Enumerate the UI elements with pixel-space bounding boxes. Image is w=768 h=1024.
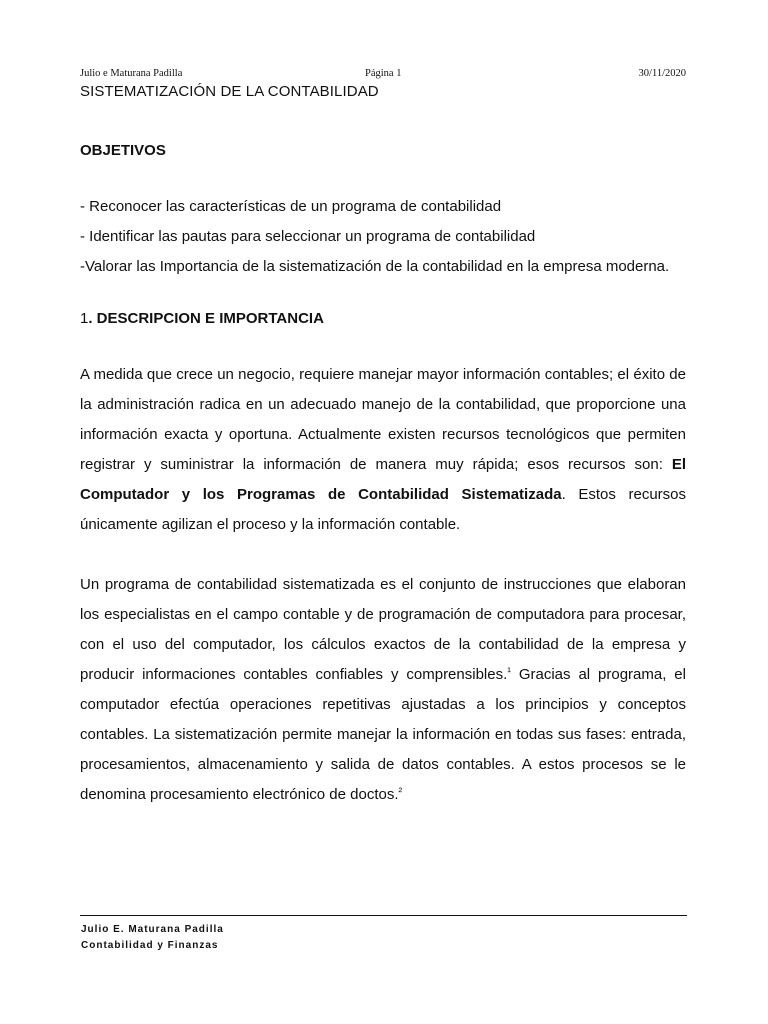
objectives-heading: OBJETIVOS (80, 142, 166, 159)
header-author: Julio e Maturana Padilla (80, 68, 183, 79)
section-title: . DESCRIPCION E IMPORTANCIA (88, 310, 324, 327)
paragraph-bold-text: El Computador y los Programas de Contabilidad Sistematizada (80, 456, 686, 503)
section-heading (80, 309, 686, 329)
objective-item: - Reconocer las características de un programa de contabilidad (80, 198, 502, 215)
paragraph-text: Un programa de contabilidad sistematizada es el conjunto de instrucciones que elaboran los especialistas en el campo contable y de programación de computadora para procesar, con el uso del computador, los cálculos exactos de la contabilidad de la empresa y producir informaciones contables confiables y comprensibles. (80, 576, 686, 683)
document-title: SISTEMATIZACIÓN DE LA CONTABILIDAD (80, 83, 379, 100)
footer-author: Julio E. Maturana Padilla (81, 924, 224, 935)
footnote-marker: ² (398, 786, 403, 798)
section-number: 1 (80, 310, 89, 327)
objective-item: - Identificar las pautas para seleccionar un programa de contabilidad (80, 228, 536, 245)
header-page-number: Página 1 (365, 68, 402, 79)
paragraph-text: . Estos recursos únicamente agilizan el proceso y la información contable. (80, 486, 686, 533)
paragraph (80, 570, 686, 810)
footer-divider (80, 915, 687, 916)
footer-subject: Contabilidad y Finanzas (81, 940, 219, 951)
paragraph-text: A medida que crece un negocio, requiere manejar mayor información contables; el éxito de la administración radica en un adecuado manejo de la contabilidad, que proporcione una información exacta y oportuna. Actualmente existen recursos tecnológicos que permiten registrar y suministrar la información de manera muy rápida; esos recursos son: (80, 366, 686, 473)
header-date: 30/11/2020 (638, 68, 686, 79)
paragraph-text: Gracias al programa, el computador efectúa operaciones repetitivas ajustadas a los principios y conceptos contables. La sistematización permite manejar la información en todas sus fases: entrada, procesamientos, almacenamiento y salida de datos contables. A estos procesos se le denomina procesamiento electrónico de doctos. (80, 666, 686, 803)
footnote-marker: ¹ (507, 666, 511, 678)
objective-item: -Valorar las Importancia de la sistematización de la contabilidad en la empresa moderna. (80, 258, 670, 275)
paragraph (80, 360, 686, 540)
page-footer (81, 922, 224, 954)
document-body (80, 80, 686, 810)
objectives-list (80, 192, 686, 282)
